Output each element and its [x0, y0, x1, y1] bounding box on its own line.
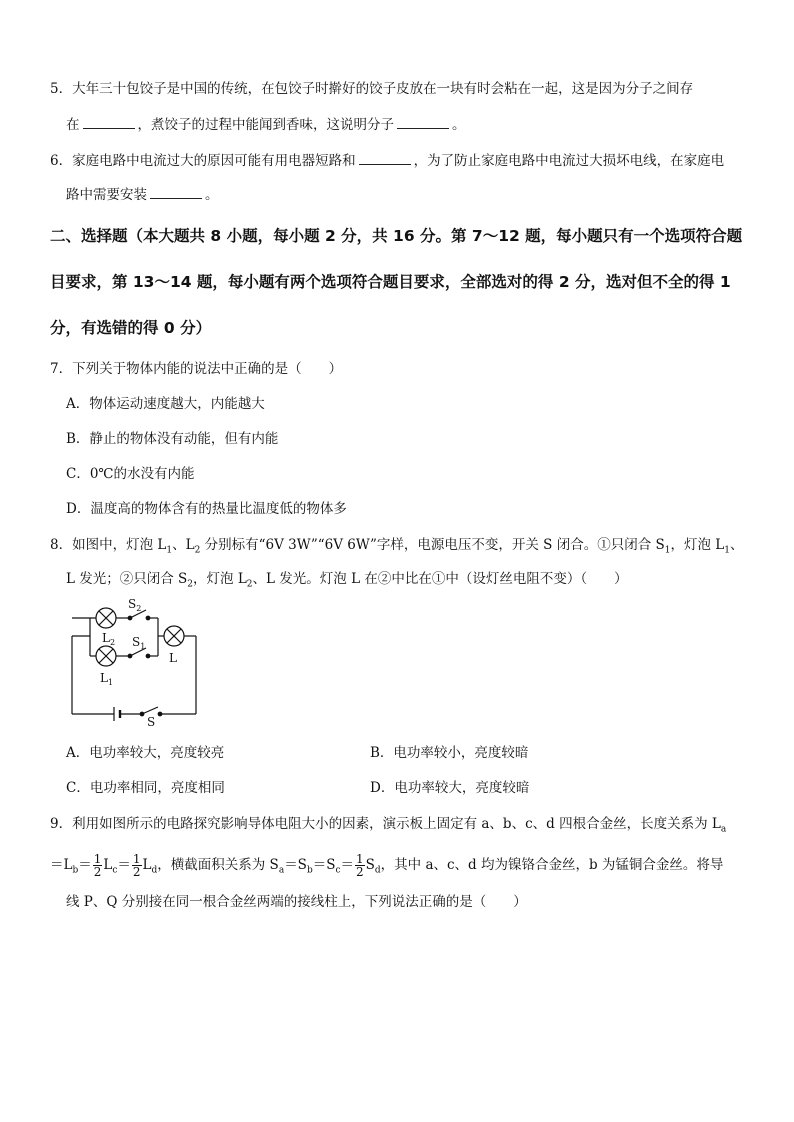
- q9-fraction-3: [355, 853, 365, 878]
- q6-blank-2[interactable]: [150, 186, 202, 199]
- q9-mid: ，横截面积关系为 S: [157, 857, 279, 873]
- q9-eq1: ＝L: [50, 857, 73, 873]
- q9-sub-sc: c: [335, 865, 341, 876]
- q8-option-a[interactable]: A．电功率较大，亮度较亮: [66, 745, 225, 761]
- q6-text-d: 。: [205, 187, 219, 203]
- q9-eq4: ＝S: [284, 857, 307, 873]
- switch-s-icon: [142, 707, 158, 714]
- q8-t4: ，灯泡 L: [670, 537, 725, 553]
- q8-t5: 、: [730, 537, 744, 553]
- q7-option-d[interactable]: D．温度高的物体含有的热量比温度低的物体多: [66, 501, 347, 517]
- q5-blank-1[interactable]: [83, 116, 135, 129]
- q9-frac3-num: 1: [356, 852, 364, 866]
- label-s1: $S_1$: [132, 635, 146, 651]
- label-s2: $S_2$: [128, 598, 142, 613]
- q9-sub-b: b: [72, 865, 79, 876]
- q8-t2: 、L: [172, 537, 195, 553]
- q5-line2: [66, 116, 466, 134]
- q9-frac3-den: 2: [356, 865, 364, 879]
- label-l1: $L_1$: [100, 671, 114, 687]
- q9-stem-line2: [50, 852, 723, 884]
- q9-eq3: ＝: [117, 857, 131, 873]
- q7-stem: 7．下列关于物体内能的说法中正确的是（ ）: [50, 361, 343, 377]
- q8-t6: L 发光；②只闭合 S: [66, 571, 188, 587]
- q8-sub6: 2: [246, 579, 253, 590]
- q9-sub-sd: d: [374, 865, 381, 876]
- q5-line1: 5．大年三十包饺子是中国的传统，在包饺子时擀好的饺子皮放在一块有时会粘在一起，这是因为分子之间存: [50, 81, 694, 97]
- q8-t3: 分别标有“6V 3W”“6V 6W”字样，电源电压不变，开关 S 闭合。①只闭合 S: [200, 537, 665, 553]
- q5-text-b: ，煮饺子的过程中能闻到香味，这说明分子: [137, 117, 394, 133]
- q5-text-c: 。: [452, 117, 466, 133]
- q8-sub3: 1: [664, 545, 671, 556]
- q9-end: ，其中 a、c、d 均为镍铬合金丝，b 为锰铜合金丝。将导: [380, 857, 724, 873]
- section2-heading-line3: 分，有选错的得 0 分）: [50, 319, 212, 337]
- label-l: L: [169, 651, 177, 665]
- q9-t1: 9．利用如图所示的电路探究影响导体电阻大小的因素，演示板上固定有 a、b、c、d 四根合金丝，长度关系为 L: [50, 816, 721, 832]
- q9-stem-line3: 线 P、Q 分别接在同一根合金丝两端的接线柱上，下列说法正确的是（ ）: [66, 894, 527, 910]
- label-s: S: [147, 715, 156, 728]
- q7-option-a[interactable]: A．物体运动速度越大，内能越大: [66, 396, 265, 412]
- q9-ld: L: [142, 857, 152, 873]
- q8-option-b[interactable]: B．电功率较小，亮度较暗: [370, 745, 529, 761]
- q8-stem-line1: [50, 536, 744, 560]
- q8-sub1: 1: [166, 545, 173, 556]
- q8-t7: ，灯泡 L: [193, 571, 247, 587]
- q7-option-c[interactable]: C．0℃的水没有内能: [66, 466, 195, 482]
- q6-blank-1[interactable]: [359, 152, 411, 165]
- q9-stem-line1: [50, 815, 726, 839]
- q8-option-c[interactable]: C．电功率相同，亮度相同: [66, 780, 225, 796]
- q9-sub-sa: a: [278, 865, 285, 876]
- q6-line1: [50, 152, 724, 170]
- q5-text-a: 在: [66, 117, 80, 133]
- q9-frac2-num: 1: [132, 852, 141, 866]
- q9-sub-d: d: [151, 865, 158, 876]
- q8-t8: 、L 发光。灯泡 L 在②中比在①中（设灯丝电阻不变）（ ）: [252, 571, 628, 587]
- label-l2: $L_2$: [102, 631, 116, 647]
- q7-option-b[interactable]: B．静止的物体没有动能，但有内能: [66, 431, 279, 447]
- q9-sub-c: c: [112, 865, 118, 876]
- section2-heading-line2: 目要求，第 13～14 题，每小题有两个选项符合题目要求，全部选对的得 2 分，选对但不全的得 1: [50, 273, 731, 291]
- q5-blank-2[interactable]: [397, 116, 449, 129]
- q9-eq6: ＝: [340, 857, 354, 873]
- q6-text-c: 路中需要安装: [66, 187, 147, 203]
- q6-line2: [66, 186, 219, 204]
- q8-t1: 8．如图中，灯泡 L: [50, 537, 167, 553]
- q9-eq5: ＝S: [312, 857, 336, 873]
- q9-frac1-num: 1: [93, 852, 102, 866]
- q8-sub2: 2: [194, 545, 201, 556]
- q6-text-a: 6．家庭电路中电流过大的原因可能有用电器短路和: [50, 153, 356, 169]
- q9-lc: L: [103, 857, 113, 873]
- q8-sub4: 1: [724, 545, 730, 556]
- q9-sub-sb: b: [306, 865, 313, 876]
- q9-eq2: ＝: [78, 857, 92, 873]
- q8-option-d[interactable]: D．电功率较大，亮度较暗: [370, 780, 530, 796]
- q8-stem-line2: [66, 570, 628, 594]
- section2-heading-line1: 二、选择题（本大题共 8 小题，每小题 2 分，共 16 分。第 7～12 题，每小题只有一个选项符合题: [50, 227, 743, 245]
- q9-sub-a: a: [720, 824, 727, 835]
- q9-fraction-2: [132, 853, 142, 878]
- q9-frac2-den: 2: [132, 865, 141, 879]
- q9-fraction-1: [93, 853, 103, 878]
- q9-frac1-den: 2: [93, 865, 102, 879]
- q6-text-b: ，为了防止家庭电路中电流过大损坏电线，在家庭电: [413, 153, 725, 169]
- q8-sub5: 2: [187, 579, 194, 590]
- q8-circuit-diagram: [66, 598, 206, 728]
- q9-sd: S: [365, 857, 375, 873]
